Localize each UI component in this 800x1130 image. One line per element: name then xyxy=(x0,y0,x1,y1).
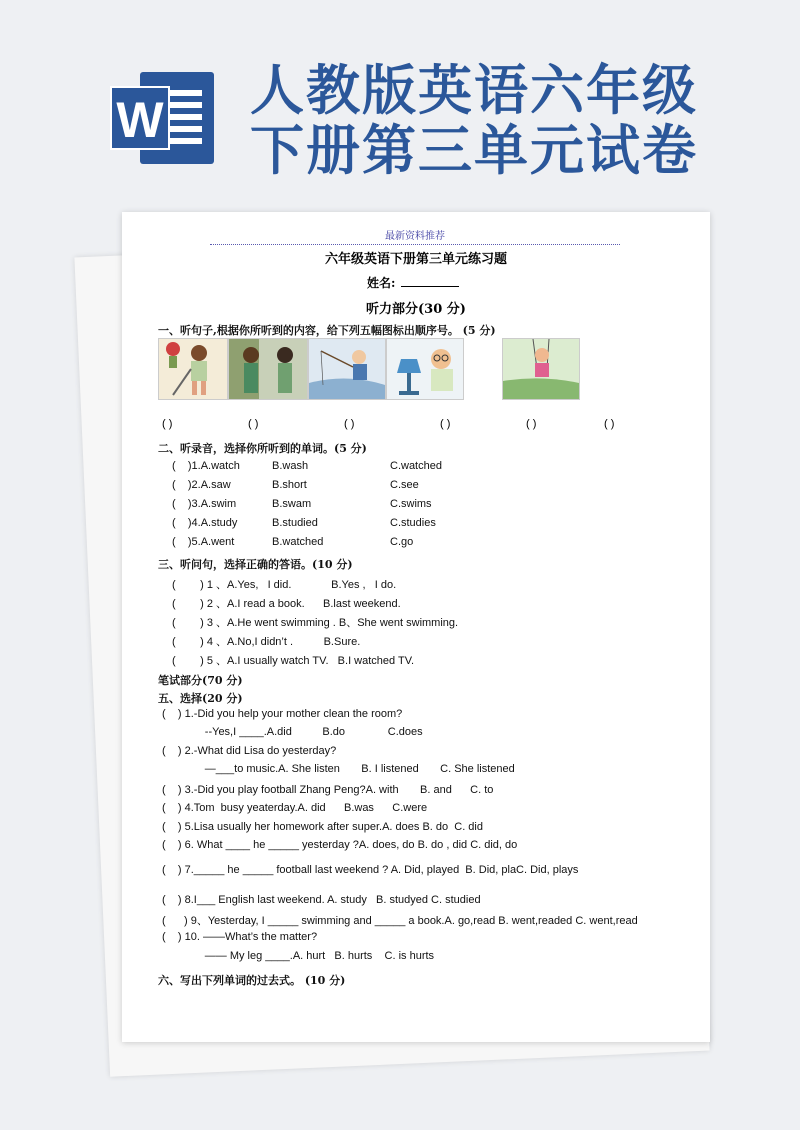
banner-title-line2: 下册第三单元试卷 xyxy=(250,119,698,182)
sec5-line-5[interactable]: ( ) 3.-Did you play football Zhang Peng?A. with B. and C. to xyxy=(162,784,494,796)
sec5-line-1[interactable]: ( ) 1.-Did you help your mother clean the room? xyxy=(162,708,403,720)
picture-girl-vacuum xyxy=(158,338,228,400)
answer-paren-5[interactable]: ( ) xyxy=(526,418,537,430)
section-1-heading: 一、听句子,根据你所听到的内容，给下列五幅图标出顺序号。 (5 分) xyxy=(158,324,496,337)
sec2-item-4-b: B.studied xyxy=(272,517,318,529)
answer-paren-4[interactable]: ( ) xyxy=(440,418,451,430)
sec5-line-8[interactable]: ( ) 6. What ____ he _____ yesterday ?A. does, do B. do , did C. did, do xyxy=(162,839,518,851)
sec2-item-1-c: C.watched xyxy=(390,460,442,472)
banner-title-line1: 人教版英语六年级 xyxy=(250,59,698,122)
sec5-line-6[interactable]: ( ) 4.Tom busy yeaterday.A. did B.was C.were xyxy=(162,802,428,814)
sec2-item-2-n[interactable]: ( )2.A.saw xyxy=(172,479,231,491)
answer-paren-3[interactable]: ( ) xyxy=(344,418,355,430)
sec2-item-2-b: B.short xyxy=(272,479,307,491)
sec5-line-13: —— My leg ____.A. hurt B. hurts C. is hurts xyxy=(162,950,435,962)
picture-girl-swing xyxy=(502,338,580,400)
written-title: 笔试部分(70 分) xyxy=(158,674,243,687)
exam-paper xyxy=(122,212,710,1042)
sec5-line-12[interactable]: ( ) 10. ——What’s the matter? xyxy=(162,931,318,943)
section-5-heading: 五、选择(20 分) xyxy=(158,692,243,705)
sec2-item-4-c: C.studies xyxy=(390,517,436,529)
sec3-item-1[interactable]: ( ) 1 、A.Yes, I did. B.Yes , I do. xyxy=(172,579,397,591)
answer-paren-2[interactable]: ( ) xyxy=(248,418,259,430)
sec2-item-5-n[interactable]: ( )5.A.went xyxy=(172,536,235,548)
section-6-heading: 六、写出下列单词的过去式。 (10 分) xyxy=(158,974,346,987)
sec2-item-2-c: C.see xyxy=(390,479,419,491)
sec2-item-3-n[interactable]: ( )3.A.swim xyxy=(172,498,237,510)
answer-paren-1[interactable]: ( ) xyxy=(162,418,173,430)
name-field xyxy=(367,274,459,291)
sec5-line-4: —___to music.A. She listen B. I listened C. She listened xyxy=(162,763,515,775)
sec2-item-5-b: B.watched xyxy=(272,536,324,548)
sec5-line-7[interactable]: ( ) 5.Lisa usually her homework after super.A. does B. do C. did xyxy=(162,821,483,833)
sec5-line-3[interactable]: ( ) 2.-What did Lisa do yesterday? xyxy=(162,745,337,757)
sec2-item-3-c: C.swims xyxy=(390,498,432,510)
answer-paren-6[interactable]: ( ) xyxy=(604,418,615,430)
sec3-item-4[interactable]: ( ) 4 、A.No,I didn’t . B.Sure. xyxy=(172,636,361,648)
listening-title: 听力部分(30 分) xyxy=(366,302,466,317)
sec5-line-10[interactable]: ( ) 8.I___ English last weekend. A. study B. studyed C. studied xyxy=(162,894,481,906)
picture-two-girls xyxy=(228,338,308,400)
paper-header: 最新资料推荐 xyxy=(210,230,620,245)
sec2-item-4-n[interactable]: ( )4.A.study xyxy=(172,517,238,529)
sec3-item-2[interactable]: ( ) 2 、A.I read a book. B.last weekend. xyxy=(172,598,401,610)
word-letter-icon: W xyxy=(110,86,170,150)
picture-boy-fishing xyxy=(308,338,386,400)
paper-title: 六年级英语下册第三单元练习题 xyxy=(324,252,507,267)
picture-boy-lamp xyxy=(386,338,464,400)
sec3-item-3[interactable]: ( ) 3 、A.He went swimming . B、She went swimming. xyxy=(172,617,459,629)
sec2-item-3-b: B.swam xyxy=(272,498,312,510)
sec2-item-1-n[interactable]: ( )1.A.watch xyxy=(172,460,240,472)
sec5-line-9[interactable]: ( ) 7._____ he _____ football last weekend ? A. Did, played B. Did, plaC. Did, plays xyxy=(162,864,579,876)
sec2-item-1-b: B.wash xyxy=(272,460,309,472)
sec5-line-11[interactable]: ( ) 9、Yesterday, I _____ swimming and _____ a book.A. go,read B. went,readed C. went,read xyxy=(162,915,638,927)
sec3-item-5[interactable]: ( ) 5 、A.I usually watch TV. B.I watched TV. xyxy=(172,655,415,667)
section-2-heading: 二、听录音，选择你所听到的单词。(5 分) xyxy=(158,442,367,455)
section-3-heading: 三、听问句，选择正确的答语。(10 分) xyxy=(158,558,353,571)
sec2-item-5-c: C.go xyxy=(390,536,414,548)
name-label: 姓名: xyxy=(367,276,396,290)
sec5-line-2: --Yes,I ____.A.did B.do C.does xyxy=(162,726,423,738)
name-underline xyxy=(401,286,459,287)
word-icon xyxy=(110,72,214,164)
